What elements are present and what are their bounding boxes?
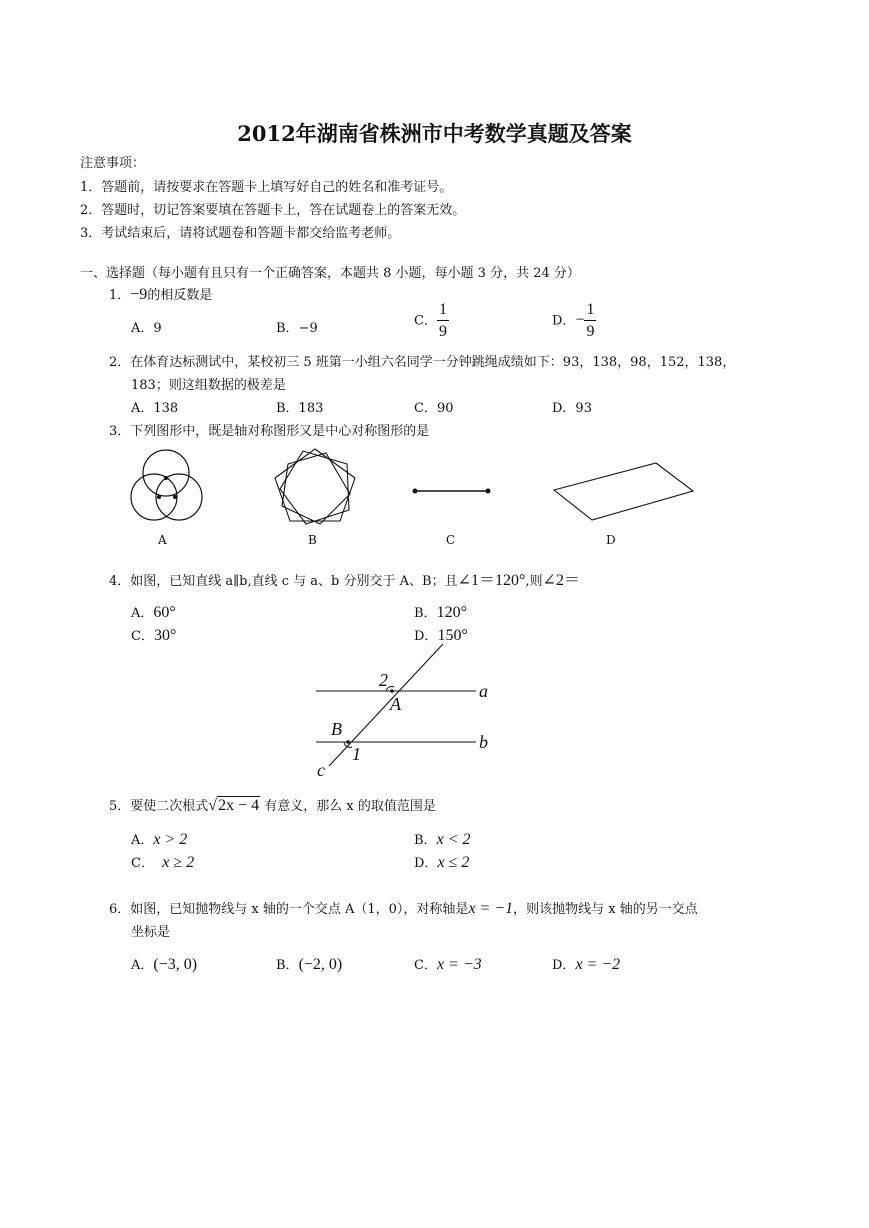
q5-c-label: C． — [131, 856, 154, 871]
q3-figure-d-parallelogram — [550, 460, 698, 524]
q1-c-denominator: 9 — [438, 323, 447, 340]
q1-d-label: D． — [552, 313, 576, 329]
circle-left — [131, 474, 177, 520]
q2-option-a: A．138 — [131, 401, 179, 416]
q3-label-b: B — [308, 533, 317, 547]
q6-a-value: (−3, 0) — [153, 956, 198, 973]
q1-c-fraction — [437, 302, 449, 340]
parallelogram-shape — [554, 463, 693, 520]
q4-option-c — [131, 625, 176, 645]
q3-figure-a-three-circles — [125, 448, 210, 528]
q1-option-a: A．9 — [131, 321, 162, 336]
q3-label-a: A — [158, 533, 167, 547]
q3-figure-b-rotated-pentagons — [270, 446, 360, 526]
q4-b-value: 120° — [436, 604, 467, 621]
q5-option-d — [414, 852, 469, 872]
q6-d-value: x = −2 — [575, 956, 621, 973]
q6-c-value: x = −3 — [436, 956, 482, 973]
q1-text: 的相反数是 — [147, 288, 213, 303]
q4-a-label: A． — [131, 606, 154, 621]
q3-label-c: C — [446, 533, 456, 547]
q1-number: 1． — [109, 288, 131, 303]
q4-d-value: 150° — [437, 627, 468, 644]
question-5-stem — [109, 795, 436, 815]
q5-option-a — [131, 829, 187, 849]
q1-option-b: B．−9 — [276, 321, 318, 336]
q5-option-b — [414, 829, 470, 849]
q4-fig-label-line-c: c — [317, 760, 325, 780]
q6-option-a — [131, 954, 197, 974]
point-a-dot — [390, 689, 394, 693]
q1-option-d — [552, 302, 596, 340]
q5-a-value: x > 2 — [153, 831, 188, 848]
question-2-line-1: 2．在体育达标测试中，某校初三 5 班第一小组六名同学一分钟跳绳成绩如下：93，138，98，152，138， — [109, 355, 736, 370]
q6-pre: 6．如图，已知抛物线与 x 轴的一个交点 A（1，0），对称轴是 — [109, 902, 469, 917]
q5-d-label: D． — [414, 856, 438, 871]
q1-c-label: C． — [414, 313, 437, 329]
q6-axis-math: x = −1 — [468, 900, 514, 917]
line-c — [329, 644, 443, 766]
q4-d-label: D． — [414, 629, 438, 644]
q6-option-c — [414, 954, 482, 974]
q5-pre: 5．要使二次根式 — [109, 799, 209, 814]
question-6-line-2: 坐标是 — [131, 925, 171, 940]
q1-d-numerator: 1 — [584, 302, 596, 321]
pentagon-1 — [275, 449, 355, 521]
question-2-line-2: 183；则这组数据的极差是 — [131, 378, 286, 393]
q1-option-c — [414, 302, 449, 340]
q4-b-label: B． — [414, 606, 437, 621]
circle-right — [156, 474, 202, 520]
q4-fig-label-1: 1 — [352, 744, 361, 764]
segment-endpoint-right — [486, 489, 491, 494]
q6-d-label: D． — [552, 958, 576, 973]
note-item-2: 2．答题时，切记答案要填在答题卡上，答在试题卷上的答案无效。 — [80, 203, 466, 218]
q5-b-value: x < 2 — [436, 831, 471, 848]
q6-option-d — [552, 954, 620, 974]
q4-figure-parallel-lines — [310, 640, 510, 780]
q5-d-value: x ≤ 2 — [437, 854, 470, 871]
q1-d-denominator: 9 — [586, 323, 595, 340]
q6-a-label: A． — [131, 958, 154, 973]
q3-label-d: D — [606, 533, 616, 547]
note-item-3: 3．考试结束后，请将试题卷和答题卡都交给监考老师。 — [80, 226, 401, 241]
circle-top — [143, 450, 189, 496]
q5-post: 有意义，那么 x 的取值范围是 — [264, 799, 436, 814]
q4-option-b — [414, 602, 467, 622]
segment-endpoint-left — [413, 489, 418, 494]
q6-option-b — [276, 954, 342, 974]
q2-option-c: C．90 — [414, 401, 454, 416]
q4-fig-label-b-point: B — [331, 719, 342, 739]
q1-c-numerator: 1 — [437, 302, 449, 321]
q6-b-value: (−2, 0) — [298, 956, 343, 973]
q4-angle-1: ∠1＝120° — [457, 572, 526, 589]
q5-a-label: A． — [131, 833, 154, 848]
q4-c-label: C． — [131, 629, 154, 644]
q4-angle-2: ∠2＝ — [542, 572, 580, 589]
q1-math: −9 — [130, 286, 148, 303]
q6-c-label: C． — [414, 958, 437, 973]
q2-option-d: D．93 — [552, 401, 592, 416]
section-heading: 一、选择题（每小题有且只有一个正确答案，本题共 8 小题，每小题 3 分，共 24 分） — [80, 266, 580, 281]
question-3-stem: 3．下列图形中，既是轴对称图形又是中心对称图形的是 — [109, 424, 430, 439]
question-1-stem — [109, 284, 212, 304]
q6-post: ，则该抛物线与 x 轴的另一交点 — [513, 902, 698, 917]
q4-fig-label-line-a: a — [479, 681, 488, 701]
center-dot-right — [173, 495, 177, 499]
notes-heading: 注意事项： — [80, 156, 146, 171]
q5-b-label: B． — [414, 833, 437, 848]
q4-c-value: 30° — [153, 627, 177, 644]
pentagon-2 — [280, 451, 349, 524]
q2-option-b: B．183 — [276, 401, 324, 416]
q4-a-value: 60° — [153, 604, 176, 621]
q3-figure-c-segment — [410, 484, 494, 498]
point-b-dot — [346, 740, 350, 744]
q4-text: 4．如图，已知直线 a∥b,直线 c 与 a、b 分别交于 A、B；且 — [109, 574, 458, 589]
q6-b-label: B． — [276, 958, 299, 973]
center-dot-top — [164, 476, 168, 480]
center-dot-left — [157, 495, 161, 499]
q5-radical: √2x − 4 — [208, 797, 260, 814]
page-title: 2012年湖南省株洲市中考数学真题及答案 — [237, 121, 632, 146]
q5-c-value: x ≥ 2 — [162, 854, 195, 871]
q4-option-a — [131, 602, 176, 622]
q1-d-fraction — [584, 302, 596, 340]
question-4-stem — [109, 567, 580, 590]
q1-d-sign: − — [575, 311, 585, 329]
q5-option-c — [131, 852, 194, 872]
question-6-line-1 — [109, 898, 698, 918]
q4-fig-label-2: 2 — [379, 670, 388, 690]
q5-radicand: 2x − 4 — [218, 797, 260, 814]
note-item-1: 1．答题前，请按要求在答题卡上填写好自己的姓名和准考证号。 — [80, 180, 453, 195]
q4-mid: ,则 — [525, 574, 543, 589]
q4-fig-label-a-point: A — [390, 694, 401, 714]
q4-fig-label-line-b: b — [479, 732, 488, 752]
